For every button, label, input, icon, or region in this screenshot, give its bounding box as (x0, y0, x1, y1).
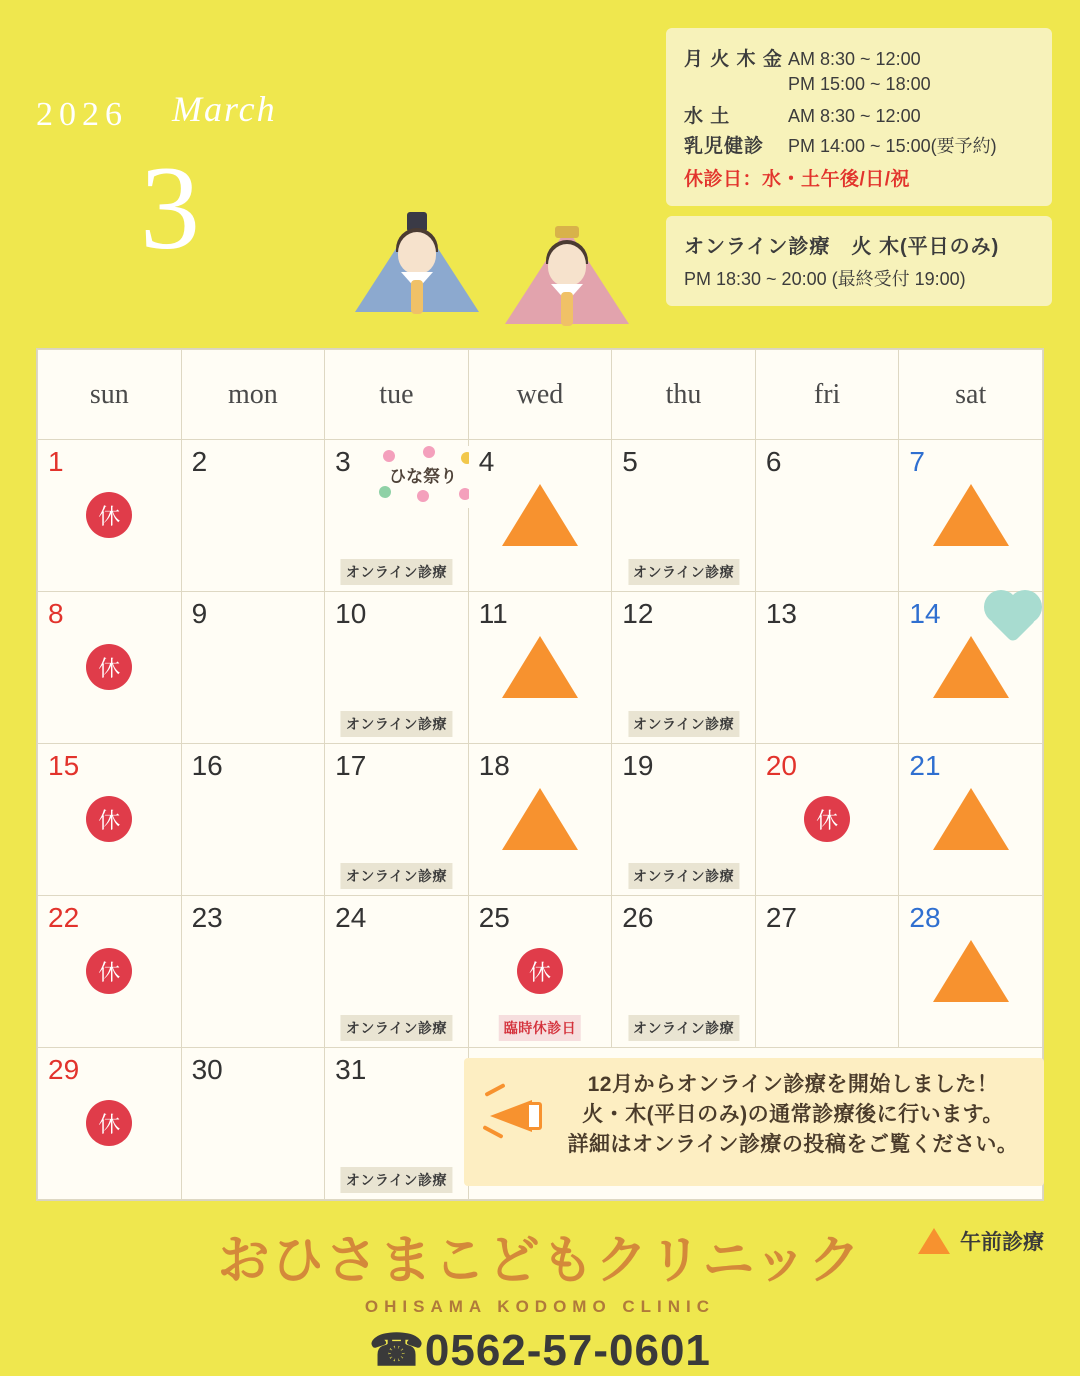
morning-clinic-icon (502, 636, 578, 698)
clinic-phone-number[interactable]: ☎0562-57-0601 (369, 1326, 711, 1375)
calendar-day-cell[interactable] (612, 440, 756, 592)
calendar-day-cell[interactable] (612, 896, 756, 1048)
day-number: 24 (335, 902, 367, 933)
calendar-day-cell[interactable] (755, 440, 899, 592)
hours-value: AM 8:30 ~ 12:00 (788, 49, 921, 69)
hours-value: AM 8:30 ~ 12:00 (788, 106, 921, 126)
announcement-line-3: 詳細はオンライン診療の投稿をご覧ください。 (567, 1132, 1019, 1156)
morning-clinic-icon (933, 636, 1009, 698)
hinamatsuri-icon (377, 446, 479, 508)
day-number: 14 (909, 598, 941, 629)
calendar-day-cell[interactable] (38, 1048, 182, 1200)
weekday-header-mon: mon (181, 350, 325, 440)
weekday-header-sun: sun (38, 350, 182, 440)
online-consult-title: オンライン診療 火 木(平日のみ) (684, 236, 1000, 258)
day-number: 11 (478, 598, 508, 629)
temporary-closed-tag: 臨時休診日 (499, 1015, 582, 1041)
closed-badge: 休 (86, 796, 132, 842)
calendar-day-cell[interactable] (181, 896, 325, 1048)
calendar-day-cell[interactable] (181, 440, 325, 592)
weekday-header-sat: sat (899, 350, 1043, 440)
legend-label: 午前診療 (960, 1231, 1044, 1254)
hours-label: 月 火 木 金 (684, 49, 783, 70)
hina-doll-female-icon (505, 228, 629, 324)
calendar-week-row (38, 440, 1043, 592)
hours-subvalue: PM 15:00 ~ 18:00 (788, 74, 931, 94)
announcement-banner (464, 1058, 1044, 1186)
calendar-day-cell[interactable] (899, 744, 1043, 896)
hours-label: 水 土 (684, 106, 731, 127)
day-number: 7 (909, 446, 925, 477)
calendar-week-row (38, 592, 1043, 744)
weekday-header-wed: wed (468, 350, 612, 440)
month-word-label: March (172, 89, 277, 129)
calendar-day-cell[interactable] (181, 744, 325, 896)
day-number: 20 (765, 750, 797, 781)
calendar-day-cell[interactable] (468, 440, 612, 592)
day-number: 4 (478, 446, 495, 477)
day-number: 8 (48, 598, 64, 629)
day-number: 6 (765, 446, 782, 477)
calendar-day-cell[interactable] (38, 896, 182, 1048)
online-consult-tag: オンライン診療 (341, 559, 452, 585)
calendar-day-cell[interactable] (325, 440, 469, 592)
online-consult-panel (666, 216, 1052, 306)
day-number: 13 (765, 598, 797, 629)
day-number: 17 (335, 750, 367, 781)
calendar-day-cell[interactable] (899, 592, 1043, 744)
weekday-header-tue: tue (325, 350, 469, 440)
closed-badge: 休 (86, 644, 132, 690)
closed-badge: 休 (517, 948, 563, 994)
day-number: 18 (478, 750, 510, 781)
morning-clinic-icon (933, 940, 1009, 1002)
day-number: 2 (191, 446, 208, 477)
online-consult-tag: オンライン診療 (628, 1015, 739, 1041)
calendar-day-cell[interactable] (468, 896, 612, 1048)
announcement-line-2: 火・木(平日のみ)の通常診療後に行います。 (582, 1102, 1004, 1126)
closed-badge: 休 (86, 1100, 132, 1146)
morning-clinic-icon (918, 1228, 950, 1254)
online-consult-tag: オンライン診療 (341, 1167, 452, 1193)
day-number: 12 (622, 598, 654, 629)
closed-badge: 休 (804, 796, 850, 842)
calendar-day-cell[interactable] (325, 744, 469, 896)
day-number: 3 (335, 446, 351, 477)
calendar-day-cell[interactable] (755, 592, 899, 744)
month-number-label: 3 (140, 141, 200, 274)
morning-clinic-icon (933, 788, 1009, 850)
calendar-day-cell[interactable] (181, 592, 325, 744)
day-number: 29 (48, 1054, 80, 1085)
calendar-day-cell[interactable] (325, 896, 469, 1048)
calendar-week-row (38, 744, 1043, 896)
calendar-day-cell[interactable] (755, 744, 899, 896)
calendar-day-cell[interactable] (181, 1048, 325, 1200)
day-number: 27 (765, 902, 797, 933)
calendar-day-cell[interactable] (612, 592, 756, 744)
calendar-day-cell[interactable] (38, 744, 182, 896)
day-number: 1 (48, 446, 64, 477)
calendar-day-cell[interactable] (899, 896, 1043, 1048)
clinic-name-romaji: OHISAMA KODOMO CLINIC (364, 1297, 716, 1316)
day-number: 9 (191, 598, 208, 629)
hina-dolls-illustration (355, 190, 675, 330)
day-number: 26 (622, 902, 654, 933)
closed-badge: 休 (86, 492, 132, 538)
megaphone-icon (482, 1086, 550, 1142)
hina-doll-male-icon (355, 216, 479, 312)
hours-value: PM 14:00 ~ 15:00(要予約) (788, 136, 997, 156)
closed-badge: 休 (86, 948, 132, 994)
closed-days-label: 休診日：水・土午後/日/祝 (684, 169, 911, 190)
online-consult-hours: PM 18:30 ~ 20:00 (最終受付 19:00) (684, 269, 966, 289)
year-label: 2026 (36, 96, 128, 133)
calendar-day-cell[interactable] (755, 896, 899, 1048)
day-number: 5 (622, 446, 638, 477)
day-number: 15 (48, 750, 80, 781)
day-number: 19 (622, 750, 654, 781)
hours-row (684, 44, 1034, 71)
online-consult-tag: オンライン診療 (341, 1015, 452, 1041)
day-number: 22 (48, 902, 80, 933)
weekday-header-fri: fri (755, 350, 899, 440)
hours-label: 乳児健診 (684, 136, 765, 157)
weekday-header-thu: thu (612, 350, 756, 440)
day-number: 28 (909, 902, 941, 933)
legend (918, 1226, 1044, 1256)
calendar-day-cell[interactable] (468, 592, 612, 744)
calendar-day-cell[interactable] (325, 592, 469, 744)
day-number: 21 (909, 750, 941, 781)
calendar-day-cell[interactable] (468, 744, 612, 896)
day-number: 10 (335, 598, 367, 629)
hours-row (684, 101, 1034, 128)
morning-clinic-icon (933, 484, 1009, 546)
calendar-week-row (38, 896, 1043, 1048)
hours-row (684, 131, 1034, 158)
announcement-line-1: 12月からオンライン診療を開始しました！ (587, 1073, 999, 1096)
online-consult-tag: オンライン診療 (341, 711, 452, 737)
day-number: 25 (478, 902, 510, 933)
day-number: 30 (191, 1054, 223, 1085)
calendar-day-cell[interactable] (38, 592, 182, 744)
calendar-header-row (38, 350, 1043, 440)
online-consult-tag: オンライン診療 (628, 711, 739, 737)
morning-clinic-icon (502, 788, 578, 850)
online-consult-tag: オンライン診療 (628, 559, 739, 585)
online-consult-tag: オンライン診療 (628, 863, 739, 889)
day-number: 31 (335, 1054, 367, 1085)
calendar-day-cell[interactable] (38, 440, 182, 592)
calendar-day-cell[interactable] (612, 744, 756, 896)
day-number: 16 (191, 750, 223, 781)
clinic-hours-panel (666, 28, 1052, 206)
calendar-day-cell[interactable] (899, 440, 1043, 592)
day-number: 23 (191, 902, 223, 933)
online-consult-tag: オンライン診療 (341, 863, 452, 889)
calendar-day-cell[interactable] (325, 1048, 469, 1200)
clinic-name: おひさまこどもクリニック (217, 1232, 863, 1290)
hinamatsuri-label: ひな祭り (389, 467, 458, 486)
morning-clinic-icon (502, 484, 578, 546)
